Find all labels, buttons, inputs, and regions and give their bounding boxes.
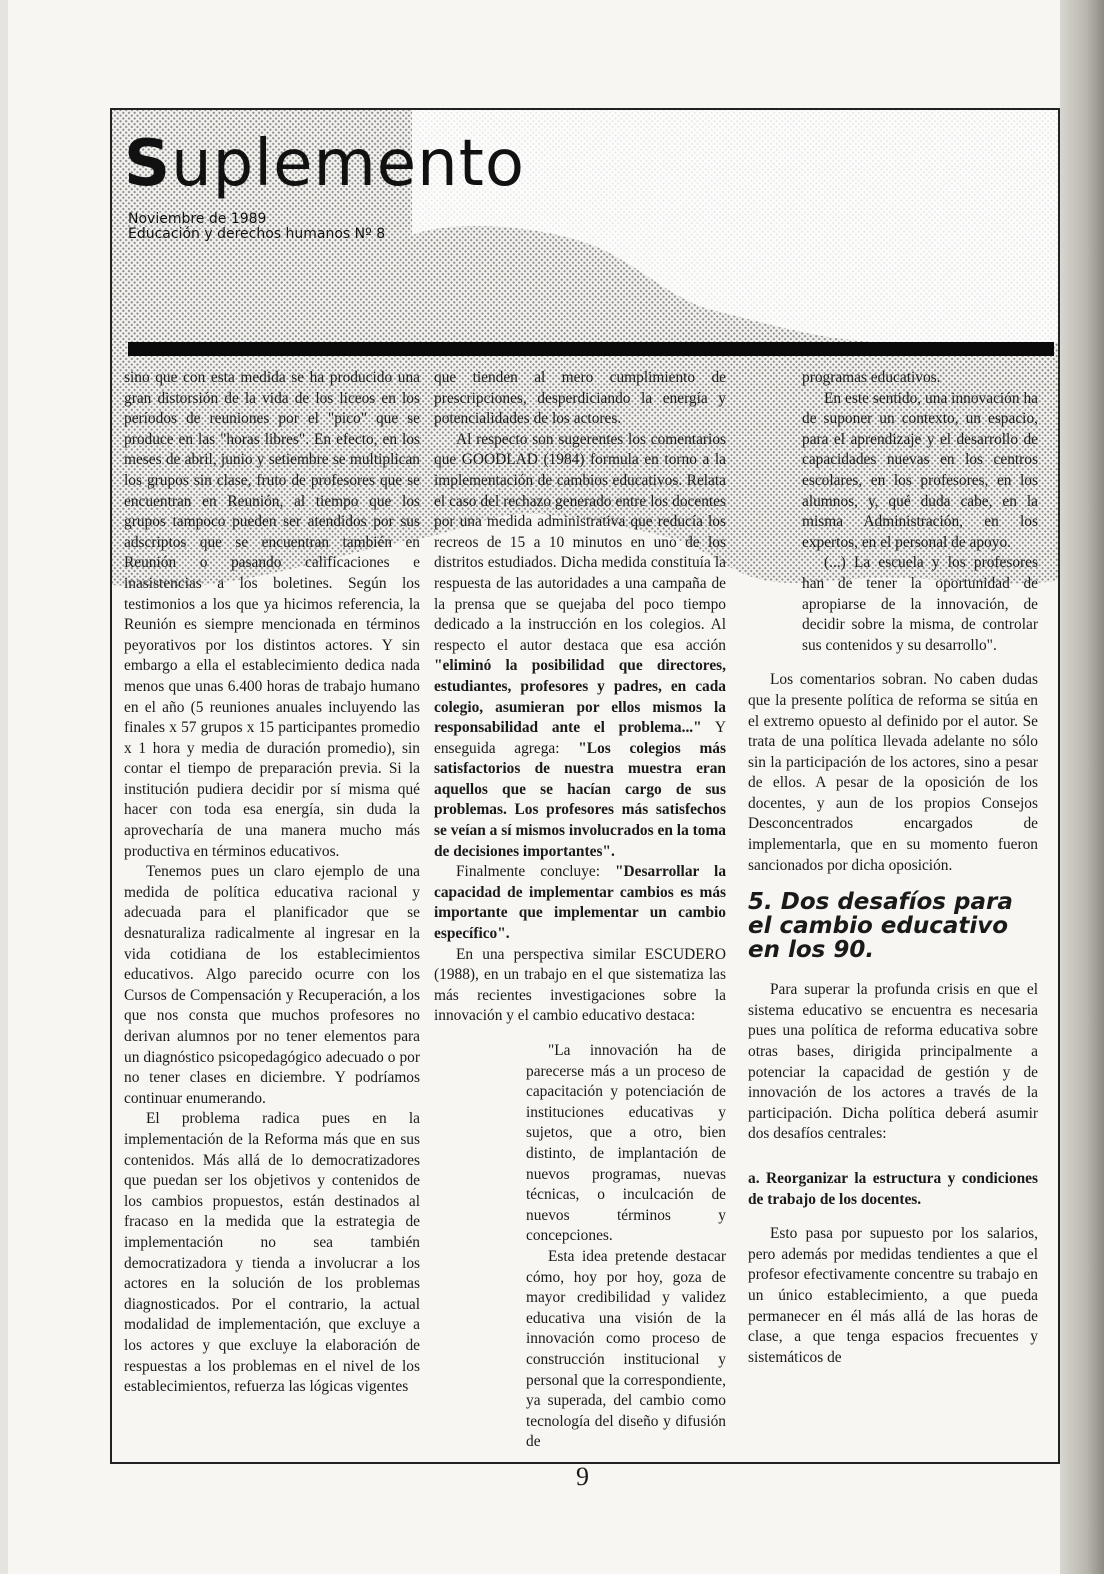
column-3 [748, 368, 1038, 1368]
block-quote: programas educativos. [802, 369, 941, 386]
paragraph: sino que con esta medida se ha producido una gran distorsión de la vida de los liceos en los períodos de reuniones por el "pico" que se produce en las "horas libres". En efecto, en los meses de abril, junio y setiembre se multiplican los grupos sin clase, fruto de profesores que se encuentran en Reunión, al tiempo que los grupos tampoco pueden ser atendidos por sus adscriptos que se encuentran también en Reunión o pasando calificaciones e inasistencias a los boletines. Según los testimonios a los que ya hicimos referencia, la Reunión es siempre mencionada en términos peyorativos por los distintos actores. Y sin embargo a ella el establecimiento dedica nada menos que unas 6.400 horas de trabajo humano en el año (5 reuniones anuales incluyendo las finales x 57 grupos x 15 participantes promedio x 1 hora y media de duración promedio), sin contar el tiempo de preparación previa. Si la institución pudiera decidir por sí misma qué hacer con toda esa energía, sin duda la aprovecharía de una manera mucho más productiva en términos educativos. [124, 369, 420, 860]
paragraph: Esto pasa por supuesto por los salarios, pero además por medidas tendientes a que el profesor efectivamente concentre su trabajo en un único establecimiento, a que pueda permanecer en él más allá de las horas de clase, a que tenga espacios frecuentes y sistemáticos de [748, 1225, 1038, 1366]
section-heading: 5. Dos desafíos para el cambio educativo en los 90. [748, 889, 1013, 964]
heading-rule [128, 342, 1054, 356]
paragraph: En una perspectiva similar ESCUDERO (1988), en un trabajo en el que sistematiza las más recientes investigaciones sobre la innovación y el cambio educativo destaca: [434, 945, 726, 1025]
paragraph: Tenemos pues un claro ejemplo de una medida de política educativa racional y adecuada para el planificador que se desnaturaliza radicalmente al ingresar en la vida cotidiana de los establecimientos educativos. Algo parecido ocurre con los Cursos de Compensación y Recuperación, a los que nos consta que muchos profesores no derivan alumnos por no tener elementos para un diagnóstico psicopedagógico adecuado o por no tener clases en diciembre. Y podríamos continuar enumerando. [124, 863, 420, 1107]
block-quote: "La innovación ha de parecerse más a un proceso de capacitación y potenciación de instituciones educativas y sujetos, que a otro, bien distinto, de implantación de nuevos programas, nuevas técnicas, o inculcación de nuevos términos y concepciones. [526, 1042, 726, 1245]
page-number: 9 [576, 1462, 589, 1491]
paragraph: Para superar la profunda crisis en que el sistema educativo se encuentra es necesaria pues una política de reforma educativa sobre otras bases, dirigida principalmente a potenciar la capacidad de gestión y de innovación de los actores a través de la participación. Dicha política deberá asumir dos desafíos centrales: [748, 981, 1038, 1143]
masthead-date: Noviembre de 1989 [128, 211, 267, 227]
block-quote: En este sentido, una innovación ha de suponer un contexto, un espacio, para el aprendizaje y el desarrollo de capacidades nuevas en los centros escolares, en los profesores, en los alumnos, y, qué duda cabe, en la misma Administración, en los expertos, en el personal de apoyo. [802, 389, 1038, 551]
paragraph: Al respecto son sugerentes los comentarios que GOODLAD (1984) formula en torno a la implementación de cambios educativos. Relata el caso del rechazo generado entre los docentes por una medida administrativa que reducía los recreos de 15 a 10 minutos en uno de los distritos estudiados. Dicha medida constituía la respuesta de las autoridades a una campaña de la prensa que se quejaba del poco tiempo dedicado a la instrucción en los colegios. Al respecto el autor destaca que esa acción "eliminó la posibilidad que directores, estudiantes, profesores y padres, en cada colegio, asumieran por ellos mismos la responsabilidad ante el problema..." Y enseguida agrega: "Los colegios más satisfactorios de nuestra muestra eran aquellos que se hacían cargo de sus problemas. Los profesores más satisfechos se veían a sí mismos involucrados en la toma de decisiones importantes". [434, 430, 726, 860]
paragraph: Los comentarios sobran. No caben dudas que la presente política de reforma se sitúa en el extremo opuesto al definido por el autor. Se trata de una política llevada adelante no sólo sin la participación de los actores, sino a pesar de ellos. A pesar de la oposición de los docentes, y aun de los propios Consejos Desconcentrados encargados de implementarla, que en su momento fueron sancionados por dicha oposición. [748, 671, 1038, 874]
adjacent-page-edge [1060, 0, 1104, 1574]
masthead [124, 127, 525, 242]
masthead-series: Educación y derechos humanos Nº 8 [128, 226, 386, 242]
column-1 [124, 368, 420, 1398]
article-frame [110, 108, 1060, 1464]
column-2 [434, 368, 726, 1453]
page-left-edge [0, 0, 8, 1574]
masthead-title: Suplemento [124, 127, 525, 201]
paragraph: Finalmente concluye: "Desarrollar la capacidad de implementar cambios es más importante que implementar un cambio específico". [434, 863, 727, 943]
block-quote: Esta idea pretende destacar cómo, hoy por hoy, goza de mayor credibilidad y validez educativa una visión de la innovación como proceso de construcción institucional y personal que la correspondiente, ya superada, del cambio como tecnología del diseño y difusión de [526, 1247, 726, 1451]
paragraph: que tienden al mero cumplimiento de prescripciones, desperdiciando la energía y potencialidades de los actores. [434, 369, 726, 428]
paragraph: El problema radica pues en la implementación de la Reforma más que en sus contenidos. Más allá de lo democratizadores que puedan ser los objetivos y contenidos de los cambios propuestos, están destinados al fracaso en la medida que la estrategia de implementación no sea también democratizadora y tienda a involucrar a los actores en la solución de los problemas diagnosticados. Por el contrario, la actual modalidad de implementación, que excluye a los actores y que excluye la elaboración de respuestas a los problemas en el nivel de los establecimientos, refuerza las lógicas vigentes [124, 1110, 420, 1396]
block-quote: (...) La escuela y los profesores han de tener la oportunidad de apropiarse de la innovación, de decidir sobre la misma, de controlar sus contenidos y su desarrollo". [802, 554, 1038, 654]
subsection-heading: a. Reorganizar la estructura y condiciones de trabajo de los docentes. [748, 1170, 1038, 1208]
